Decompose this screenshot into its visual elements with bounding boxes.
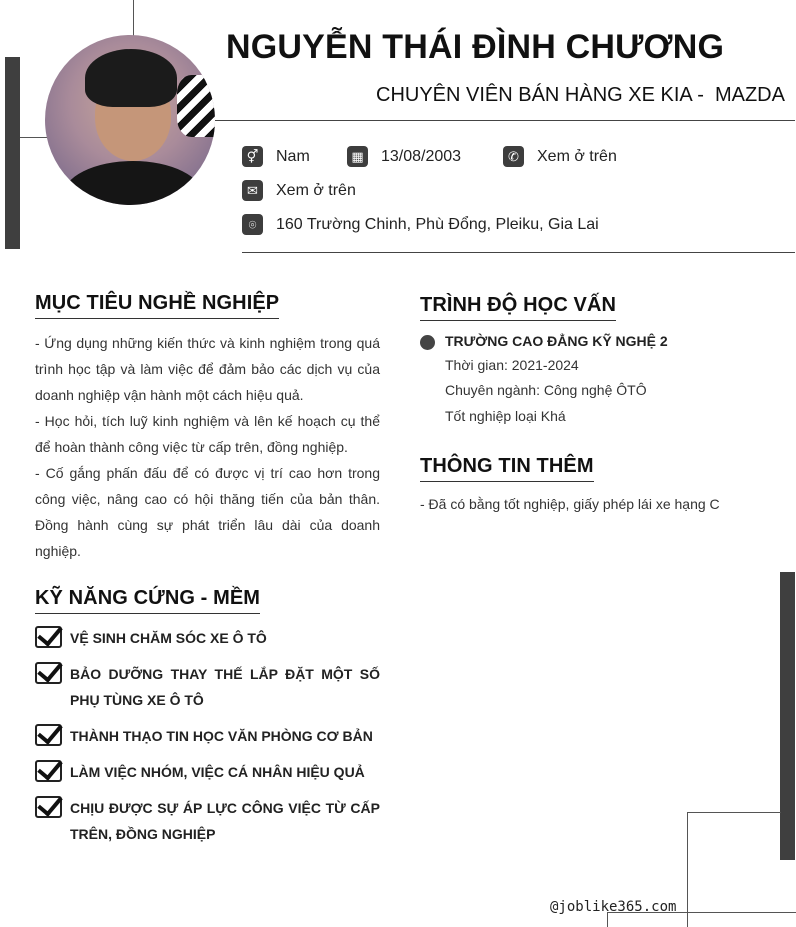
skill-text: LÀM VIỆC NHÓM, VIỆC CÁ NHÂN HIỆU QUẢ — [70, 764, 365, 780]
location-icon: ⌾ — [242, 214, 263, 235]
skill-item — [35, 723, 380, 749]
phone-value: Xem ở trên — [537, 147, 617, 165]
checkbox-icon — [35, 626, 62, 648]
extra-info-text: - Đã có bằng tốt nghiệp, giấy phép lái xe hạng C — [420, 496, 720, 512]
avatar-shirt — [63, 161, 203, 205]
avatar-background-stripes — [177, 75, 215, 137]
skills-title: KỸ NĂNG CỨNG - MỀM — [35, 587, 260, 614]
skill-item — [35, 661, 380, 713]
phone-icon: ✆ — [503, 146, 524, 167]
header-divider — [215, 120, 795, 121]
email-icon: ✉ — [242, 180, 263, 201]
avatar-connector-line — [20, 137, 48, 138]
checkbox-icon — [35, 796, 62, 818]
skill-item — [35, 625, 380, 651]
skill-item — [35, 759, 380, 785]
calendar-icon: ▦ — [347, 146, 368, 167]
contact-gender — [242, 146, 310, 167]
gender-value: Nam — [276, 147, 310, 165]
objective-paragraph-2: - Học hỏi, tích luỹ kinh nghiệm và lên kế hoạch cụ thể để hoàn thành công việc từ cấp trên, đồng nghiệp. — [35, 413, 380, 455]
skill-text: THÀNH THẠO TIN HỌC VĂN PHÒNG CƠ BẢN — [70, 728, 373, 744]
gender-icon: ⚥ — [242, 146, 263, 167]
checkbox-icon — [35, 724, 62, 746]
bullet-dot-icon — [420, 335, 435, 350]
objective-paragraph-3: - Cố gắng phấn đấu để có được vị trí cao hơn trong công việc, nâng cao có hội thăng tiến của bản thân. Đồng hành cùng sự phát triển lâu dài của doanh nghiệp. — [35, 465, 380, 559]
candidate-name: NGUYỄN THÁI ĐÌNH CHƯƠNG — [226, 28, 725, 66]
right-accent-bar — [780, 572, 795, 860]
avatar-hair — [85, 49, 177, 107]
objective-paragraph-1: - Ứng dụng những kiến thức và kinh nghiệm trong quá trình học tập và làm việc để đảm bảo các dịch vụ của doanh nghiệp vận hành một cách hiệu quả. — [35, 335, 380, 403]
checkbox-icon — [35, 662, 62, 684]
education-school: TRƯỜNG CAO ĐẲNG KỸ NGHỆ 2 — [445, 333, 668, 349]
education-title: TRÌNH ĐỘ HỌC VẤN — [420, 294, 616, 321]
email-value: Xem ở trên — [276, 181, 356, 199]
skill-text: BẢO DƯỠNG THAY THẾ LẮP ĐẶT MỘT SỐ PHỤ TÙNG XE Ô TÔ — [70, 666, 380, 708]
avatar — [45, 35, 215, 205]
extra-info-title: THÔNG TIN THÊM — [420, 455, 594, 482]
skill-text: VỆ SINH CHĂM SÓC XE Ô TÔ — [70, 630, 267, 646]
address-value: 160 Trường Chinh, Phù Đổng, Pleiku, Gia Lai — [276, 215, 599, 233]
job-position: CHUYÊN VIÊN BÁN HÀNG XE KIA - MAZDA — [376, 84, 785, 106]
education-grade: Tốt nghiệp loại Khá — [445, 408, 566, 424]
skill-item — [35, 795, 380, 847]
checkbox-icon — [35, 760, 62, 782]
birthday-value: 13/08/2003 — [381, 147, 462, 165]
education-time: Thời gian: 2021-2024 — [445, 357, 579, 373]
contact-divider — [242, 252, 795, 253]
education-major: Chuyên ngành: Công nghệ ÔTÔ — [445, 382, 647, 398]
objective-title: MỤC TIÊU NGHỀ NGHIỆP — [35, 292, 279, 319]
watermark: @joblike365.com — [550, 899, 677, 915]
bottom-right-frame — [687, 812, 781, 927]
left-accent-bar — [5, 57, 20, 249]
contact-address — [242, 214, 599, 235]
top-divider-line — [133, 0, 134, 38]
contact-phone — [503, 146, 617, 167]
contact-email — [242, 180, 356, 201]
skill-text: CHỊU ĐƯỢC SỰ ÁP LỰC CÔNG VIỆC TỪ CẤP TRÊN, ĐỒNG NGHIỆP — [70, 800, 380, 842]
contact-birthday — [347, 146, 461, 167]
